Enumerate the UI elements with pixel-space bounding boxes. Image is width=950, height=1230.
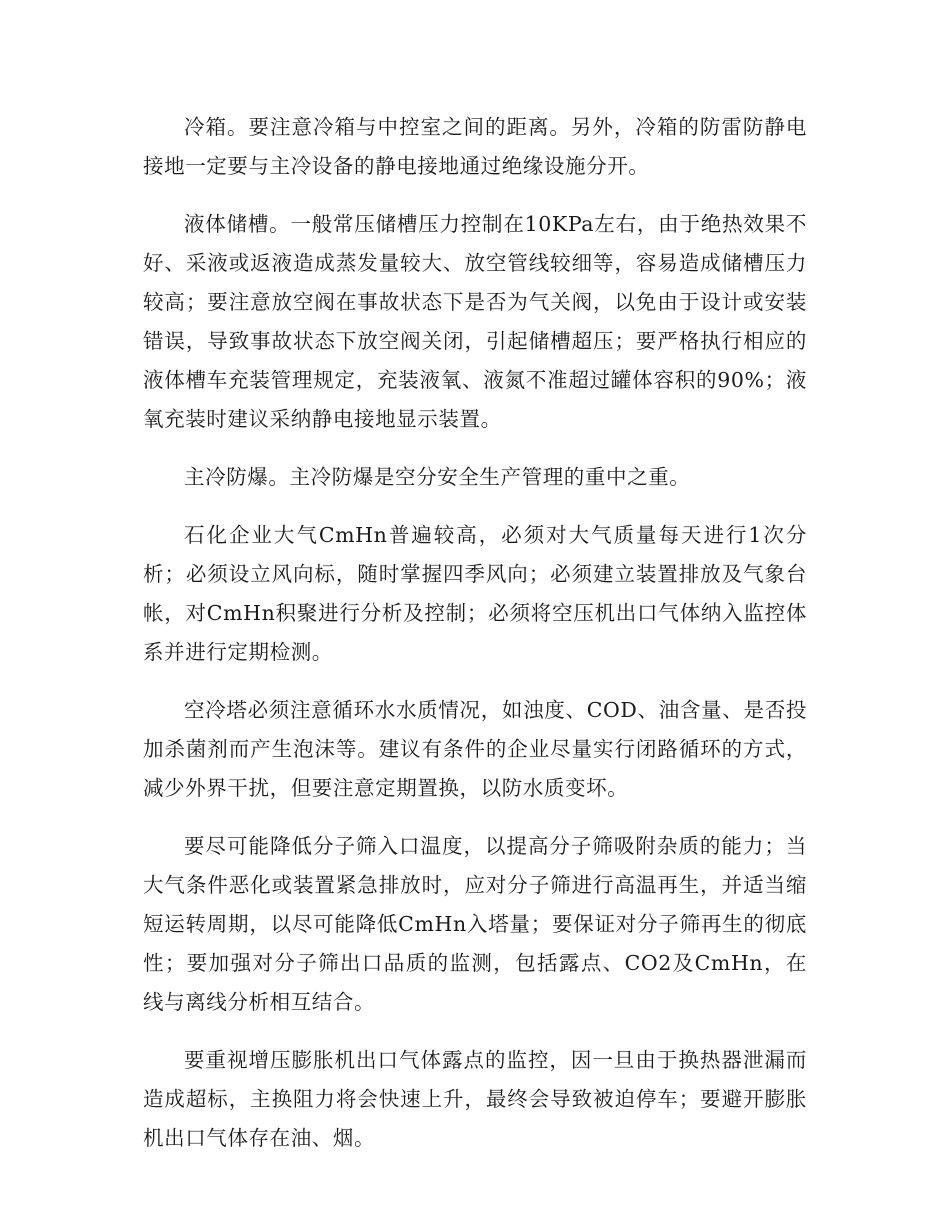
paragraph-main-condenser-explosion-proof: 主冷防爆。主冷防爆是空分安全生产管理的重中之重。 — [184, 465, 691, 489]
document-body — [143, 108, 807, 1177]
paragraph-air-cooling-tower: 空冷塔必须注意循环水水质情况，如浊度、COD、油含量、是否投加杀菌剂而产生泡沫等。建议有条件的企业尽量实行闭路循环的方式，减少外界干扰，但要注意定期置换，以防水质变坏。 — [143, 698, 807, 800]
paragraph-cold-box: 冷箱。要注意冷箱与中控室之间的距离。另外，冷箱的防雷防静电接地一定要与主冷设备的静电接地通过绝缘设施分开。 — [143, 115, 807, 178]
paragraph-liquid-storage-tank: 液体储槽。一般常压储槽压力控制在10KPa左右，由于绝热效果不好、采液或返液造成蒸发量较大、放空管线较细等，容易造成储槽压力较高；要注意放空阀在事故状态下是否为气关阀，以免由于设计或安装错误，导致事故状态下放空阀关闭，引起储槽超压；要严格执行相应的液体槽车充装管理规定，充装液氧、液氮不准超过罐体容积的90%；液氧充装时建议采纳静电接地显示装置。 — [143, 212, 807, 431]
paragraph-atmosphere-cmhn: 石化企业大气CmHn普遍较高，必须对大气质量每天进行1次分析；必须设立风向标，随时掌握四季风向；必须建立装置排放及气象台帐，对CmHn积聚进行分析及控制；必须将空压机出口气体纳入监控体系并进行定期检测。 — [143, 523, 807, 664]
paragraph-molecular-sieve: 要尽可能降低分子筛入口温度，以提高分子筛吸附杂质的能力；当大气条件恶化或装置紧急排放时，应对分子筛进行高温再生，并适当缩短运转周期，以尽可能降低CmHn入塔量；要保证对分子筛再生的彻底性；要加强对分子筛出口品质的监测，包括露点、CO2及CmHn，在线与离线分析相互结合。 — [143, 834, 807, 1014]
paragraph-expander-dew-point: 要重视增压膨胀机出口气体露点的监控，因一旦由于换热器泄漏而造成超标，主换阻力将会快速上升，最终会导致被迫停车；要避开膨胀机出口气体存在油、烟。 — [143, 1048, 807, 1150]
